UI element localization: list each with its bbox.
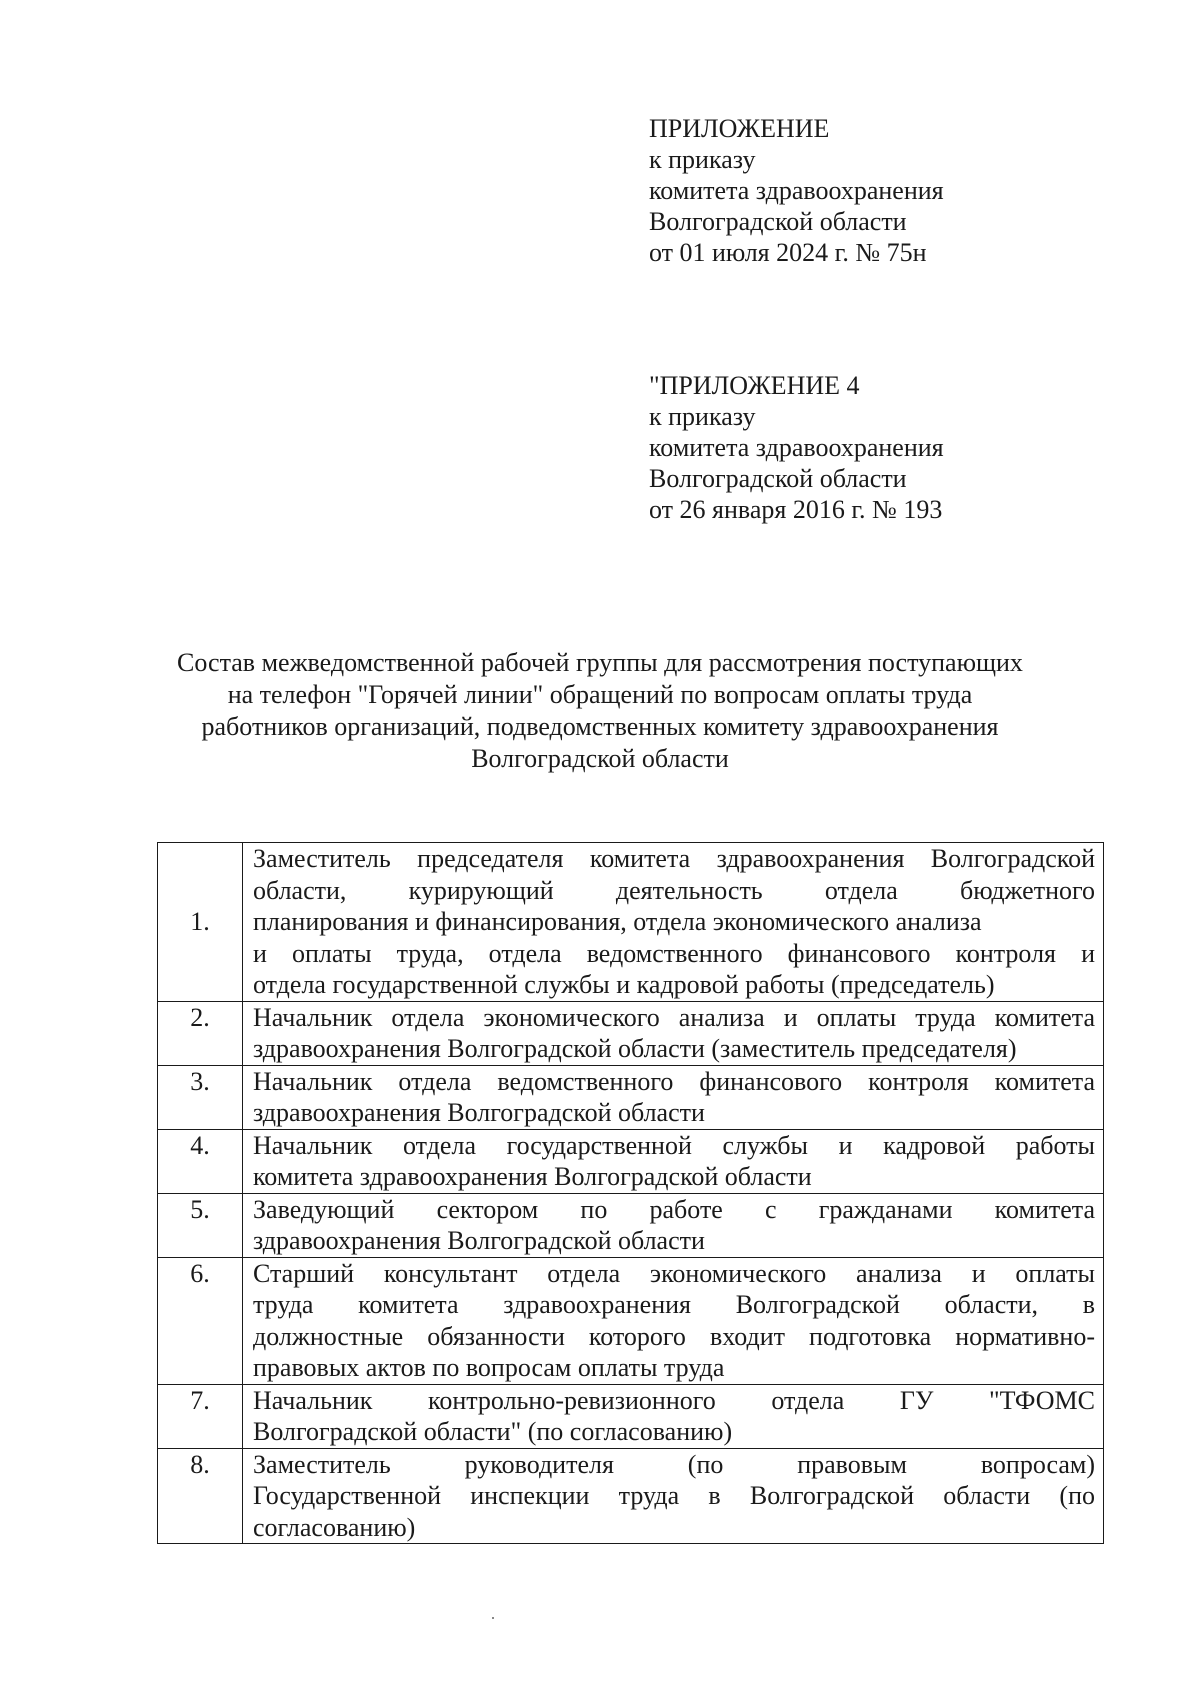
row-number (158, 1448, 243, 1544)
member-line: отдела государственной службы и кадровой работы (председатель) (253, 970, 995, 999)
member-line: правовых актов по вопросам оплаты труда (253, 1353, 725, 1382)
member-line: Старший консультант отдела экономического анализа и оплаты (253, 1258, 1095, 1288)
member-description (243, 1129, 1104, 1193)
member-description (243, 1257, 1104, 1384)
table-row (158, 1001, 1104, 1065)
member-line: Заместитель руководителя (по правовым вопросам) (253, 1449, 1095, 1479)
annex-line: к приказу (649, 402, 756, 431)
member-line: комитета здравоохранения Волгоградской области (253, 1162, 812, 1191)
title-line: Состав межведомственной рабочей группы для рассмотрения поступающих (177, 648, 1023, 677)
member-line: должностные обязанности которого входит подготовка нормативно- (253, 1321, 1095, 1351)
table-row (158, 1257, 1104, 1384)
row-number-text: 8. (190, 1449, 210, 1479)
members-table (157, 842, 1104, 1544)
annex-line: Волгоградской области (649, 464, 907, 493)
annex-title: ПРИЛОЖЕНИЕ (649, 114, 830, 143)
member-line: Заведующий сектором по работе с гражданами комитета (253, 1194, 1095, 1224)
member-line: Начальник отдела государственной службы и кадровой работы (253, 1130, 1095, 1160)
row-number (158, 1129, 243, 1193)
annex-4-header (649, 370, 944, 525)
table-row (158, 1448, 1104, 1544)
annex-header (649, 113, 944, 268)
member-description (243, 1384, 1104, 1448)
row-number-text: 2. (190, 1002, 210, 1032)
row-number (158, 1001, 243, 1065)
scan-speck (492, 1617, 494, 1619)
row-number (158, 1193, 243, 1257)
annex-title: "ПРИЛОЖЕНИЕ 4 (649, 371, 860, 400)
annex-line: комитета здравоохранения (649, 433, 944, 462)
title-line: работников организаций, подведомственных комитету здравоохранения (201, 712, 999, 741)
title-line: Волгоградской области (471, 744, 729, 773)
table-row (158, 1065, 1104, 1129)
row-number (158, 1257, 243, 1384)
table-row (158, 843, 1104, 1002)
member-line: здравоохранения Волгоградской области (253, 1226, 705, 1255)
annex-line: к приказу (649, 145, 756, 174)
member-line: планирования и финансирования, отдела экономического анализа (253, 907, 982, 936)
row-number-text: 6. (190, 1258, 210, 1288)
member-line: области, курирующий деятельность отдела бюджетного (253, 875, 1095, 905)
member-line: здравоохранения Волгоградской области (заместитель председателя) (253, 1034, 1017, 1063)
member-line: Начальник отдела экономического анализа и оплаты труда комитета (253, 1002, 1095, 1032)
row-number (158, 1065, 243, 1129)
title-line: на телефон "Горячей линии" обращений по вопросам оплаты труда (227, 680, 973, 709)
member-description (243, 1001, 1104, 1065)
annex-line: комитета здравоохранения (649, 176, 944, 205)
annex-line: Волгоградской области (649, 207, 907, 236)
annex-date-number: от 26 января 2016 г. № 193 (649, 495, 943, 524)
member-line: Заместитель председателя комитета здравоохранения Волгоградской (253, 844, 1095, 873)
row-number (158, 843, 243, 1002)
table-row (158, 1193, 1104, 1257)
table-row (158, 1384, 1104, 1448)
member-line: Государственной инспекции труда в Волгоградской области (по (253, 1481, 1095, 1510)
member-description (243, 1448, 1104, 1544)
row-number-text: 4. (190, 1130, 210, 1160)
member-line: Начальник отдела ведомственного финансового контроля комитета (253, 1066, 1095, 1096)
member-line: здравоохранения Волгоградской области (253, 1098, 705, 1127)
document-title (100, 647, 1100, 775)
member-description (243, 1065, 1104, 1129)
row-number-text: 1. (190, 907, 210, 936)
member-line: согласованию) (253, 1512, 416, 1542)
row-number-text: 3. (190, 1066, 210, 1096)
member-line: Начальник контрольно-ревизионного отдела ГУ "ТФОМС (253, 1385, 1095, 1415)
member-description (243, 1193, 1104, 1257)
row-number (158, 1384, 243, 1448)
member-description (243, 843, 1104, 1002)
member-line: и оплаты труда, отдела ведомственного финансового контроля и (253, 938, 1095, 968)
row-number-text: 5. (190, 1194, 210, 1224)
row-number-text: 7. (190, 1385, 210, 1415)
member-line: труда комитета здравоохранения Волгоградской области, в (253, 1290, 1095, 1319)
table-row (158, 1129, 1104, 1193)
annex-date-number: от 01 июля 2024 г. № 75н (649, 238, 927, 267)
member-line: Волгоградской области" (по согласованию) (253, 1417, 733, 1446)
